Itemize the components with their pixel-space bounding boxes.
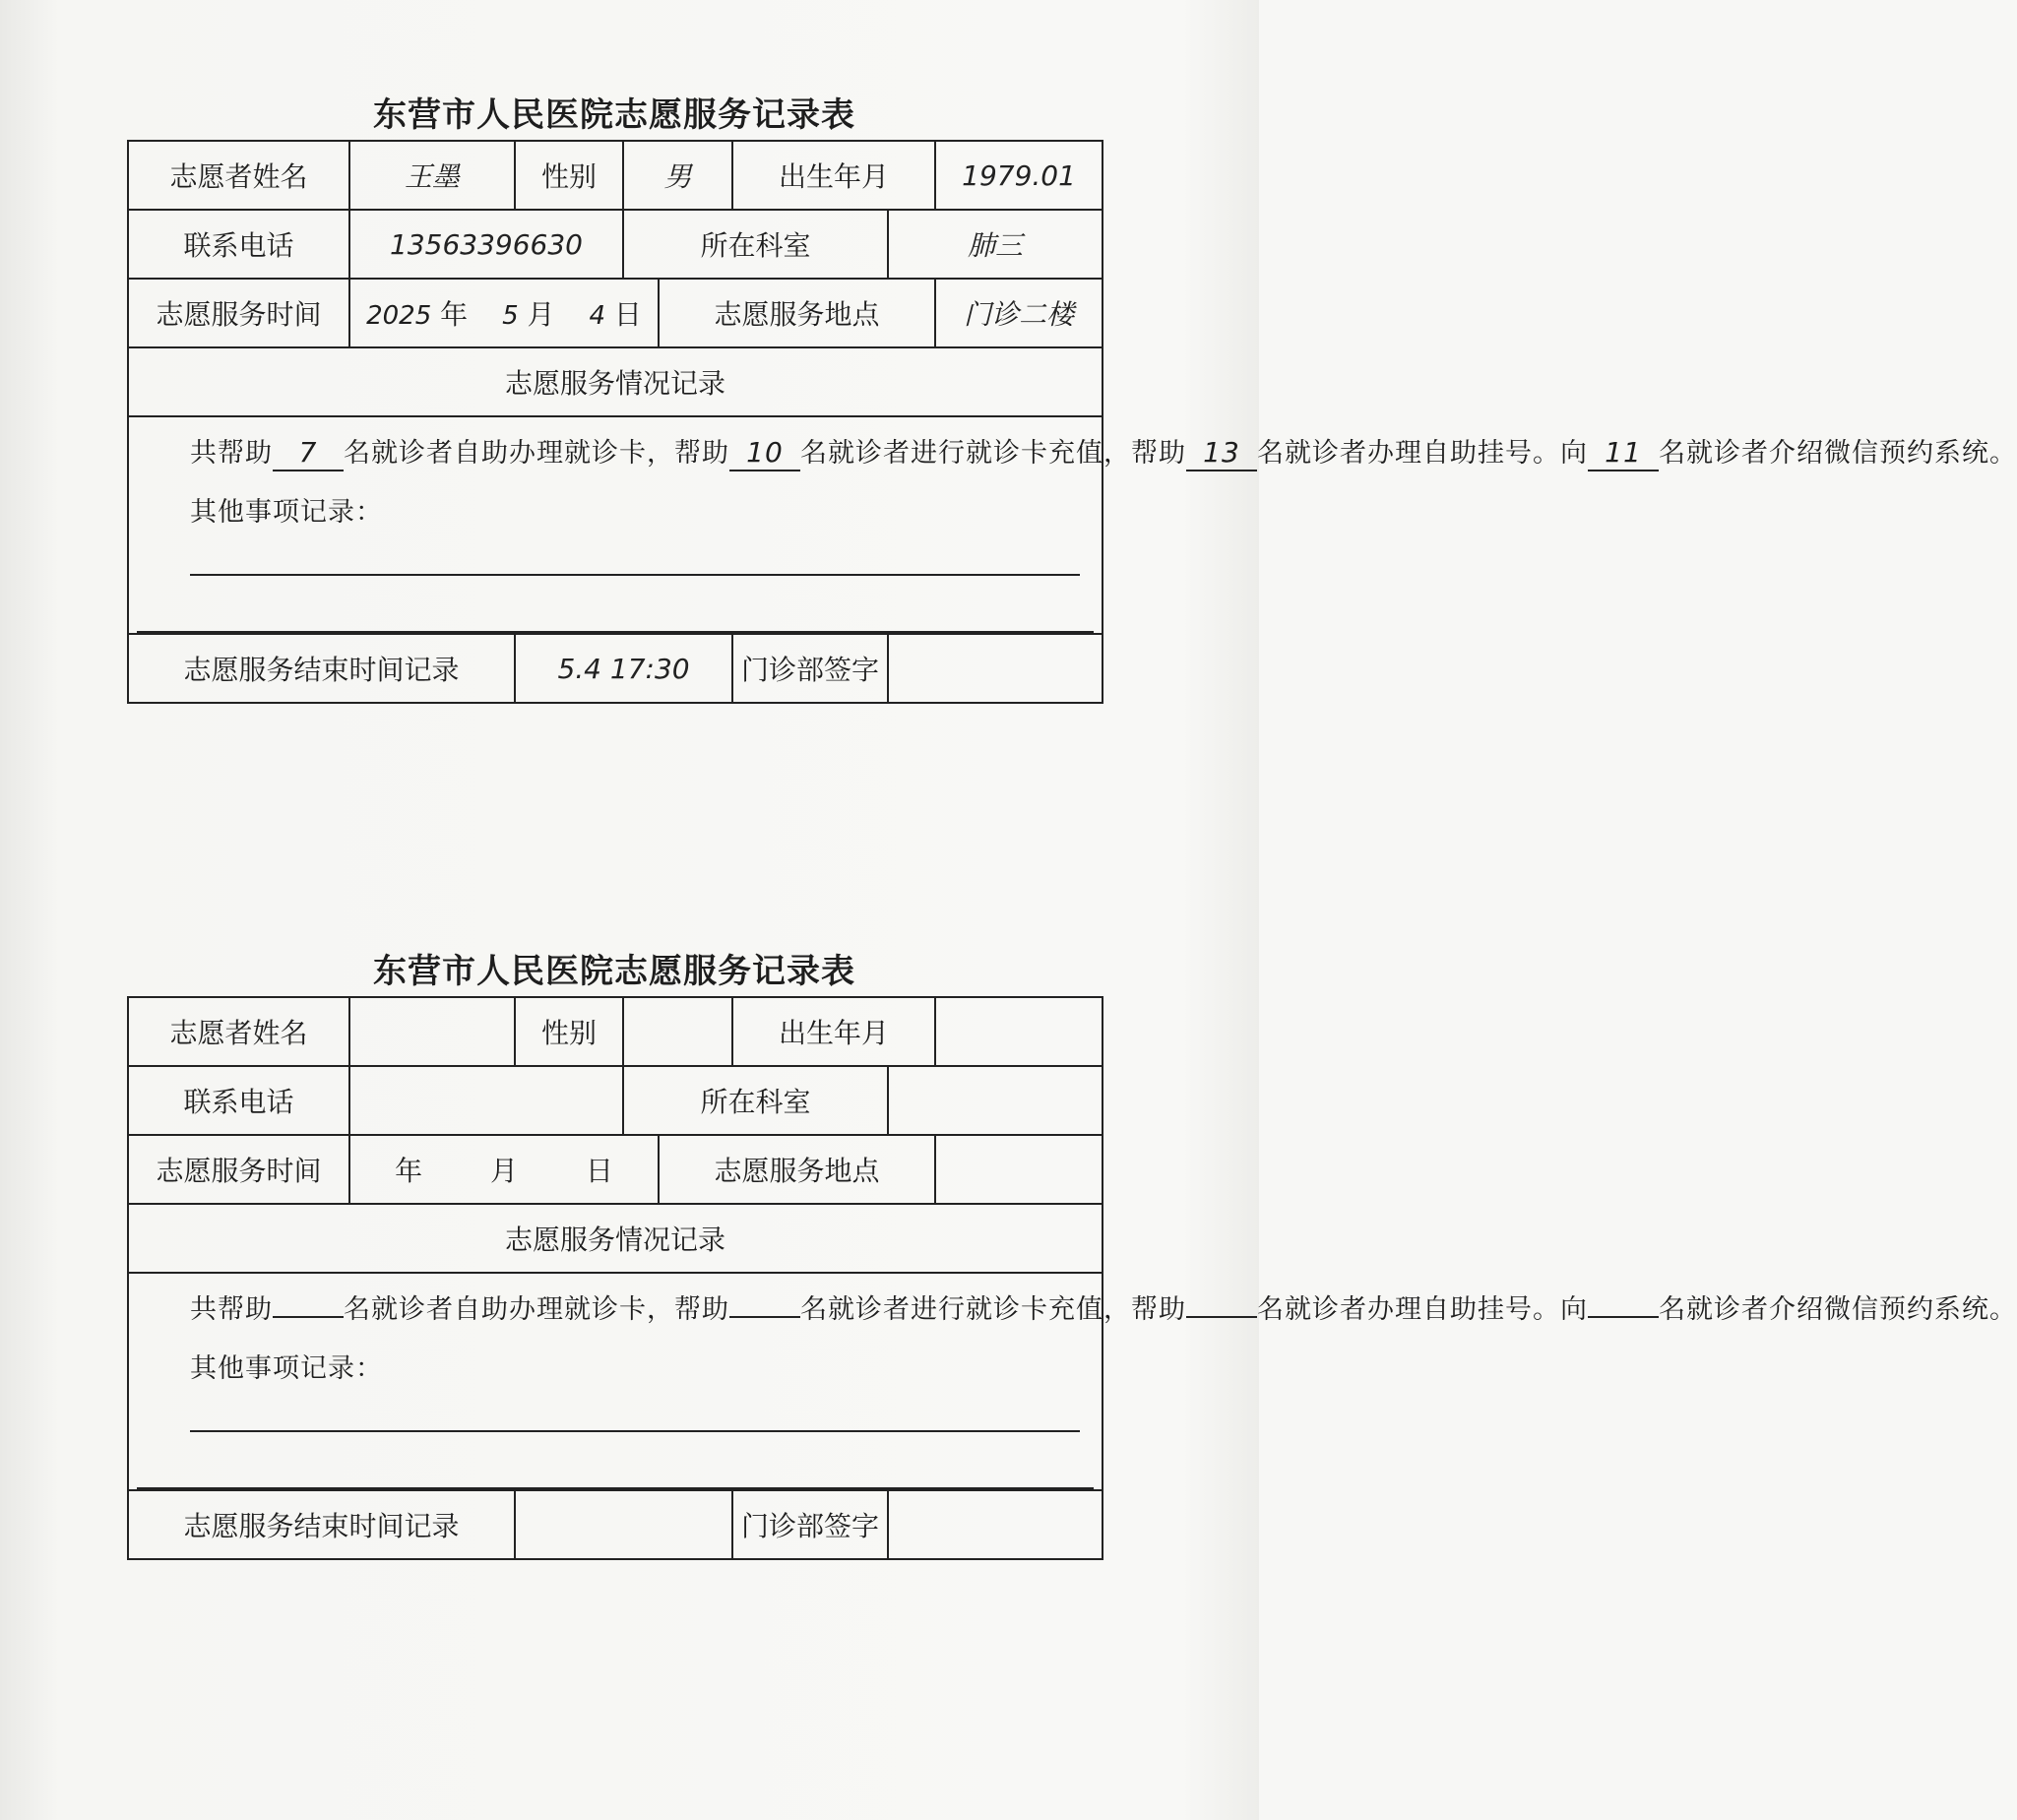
dept-field[interactable] — [888, 1066, 1103, 1135]
register-count-field[interactable]: 13 — [1186, 436, 1257, 471]
row-name — [128, 997, 1103, 1066]
other-notes-line-2[interactable] — [137, 1487, 1094, 1489]
phone-label: 联系电话 — [128, 1066, 349, 1135]
phone-field[interactable] — [349, 1066, 623, 1135]
service-record-body — [128, 1273, 2017, 1490]
register-count-field[interactable] — [1186, 1316, 1257, 1318]
text-segment: 名就诊者自助办理就诊卡，帮助 — [344, 1294, 729, 1325]
end-time-label: 志愿服务结束时间记录 — [128, 1490, 515, 1559]
text-segment: 共帮助 — [190, 438, 273, 469]
recharge-count-field[interactable]: 10 — [729, 436, 800, 471]
service-record-paragraph — [137, 423, 2017, 484]
gender-field[interactable] — [623, 997, 732, 1066]
other-notes-line-2[interactable] — [137, 631, 1094, 633]
service-time-label: 志愿服务时间 — [128, 279, 349, 347]
sign-field[interactable] — [888, 634, 1103, 703]
card-count-field[interactable]: 7 — [273, 436, 344, 471]
birth-field[interactable] — [935, 997, 1103, 1066]
service-date-field[interactable] — [349, 1135, 659, 1204]
form-title: 东营市人民医院志愿服务记录表 — [373, 952, 855, 991]
text-segment: 名就诊者介绍微信预约系统。 — [1659, 438, 2017, 469]
dept-label: 所在科室 — [623, 210, 888, 279]
volunteer-record-form-1 — [127, 91, 2017, 704]
text-segment: 共帮助 — [190, 1294, 273, 1325]
recharge-count-field[interactable] — [729, 1316, 800, 1318]
other-notes-line-1[interactable] — [190, 574, 1080, 576]
service-year: 2025 — [366, 301, 432, 331]
service-day: 4 — [589, 301, 605, 331]
service-time-label: 志愿服务时间 — [128, 1135, 349, 1204]
row-service-time — [128, 279, 1103, 347]
gender-field[interactable]: 男 — [623, 141, 732, 210]
service-record-body — [128, 416, 2017, 634]
section-title: 志愿服务情况记录 — [128, 1204, 1103, 1273]
year-unit: 年 — [440, 298, 469, 331]
gender-label: 性别 — [515, 141, 623, 210]
year-unit: 年 — [395, 1155, 423, 1187]
row-end-time — [128, 1490, 1103, 1559]
card-count-field[interactable] — [273, 1316, 344, 1318]
phone-label: 联系电话 — [128, 210, 349, 279]
day-unit: 日 — [585, 1155, 613, 1187]
text-segment: 名就诊者办理自助挂号。向 — [1257, 438, 1588, 469]
other-notes-label: 其他事项记录： — [190, 497, 383, 528]
sign-field[interactable] — [888, 1490, 1103, 1559]
text-segment: 名就诊者介绍微信预约系统。 — [1659, 1294, 2017, 1325]
end-time-field[interactable]: 5.4 17:30 — [515, 634, 732, 703]
text-segment: 名就诊者自助办理就诊卡，帮助 — [344, 438, 729, 469]
record-table — [127, 140, 2017, 704]
row-body — [128, 416, 1103, 634]
dept-field[interactable]: 肺三 — [888, 210, 1103, 279]
row-section-head — [128, 1204, 1103, 1273]
text-segment: 名就诊者办理自助挂号。向 — [1257, 1294, 1588, 1325]
birth-label: 出生年月 — [732, 997, 935, 1066]
name-field[interactable]: 王墨 — [349, 141, 515, 210]
name-label: 志愿者姓名 — [128, 997, 349, 1066]
section-title: 志愿服务情况记录 — [128, 347, 1103, 416]
day-unit: 日 — [613, 298, 642, 331]
end-time-field[interactable] — [515, 1490, 732, 1559]
service-date-field[interactable] — [349, 279, 659, 347]
text-segment: 名就诊者进行就诊卡充值，帮助 — [800, 1294, 1186, 1325]
dept-label: 所在科室 — [623, 1066, 888, 1135]
location-label: 志愿服务地点 — [659, 1135, 935, 1204]
location-field[interactable] — [935, 1135, 1103, 1204]
row-body — [128, 1273, 1103, 1490]
volunteer-record-form-2 — [127, 947, 2017, 1560]
other-notes-line-1[interactable] — [190, 1430, 1080, 1432]
birth-field[interactable]: 1979.01 — [935, 141, 1103, 210]
row-service-time — [128, 1135, 1103, 1204]
end-time-label: 志愿服务结束时间记录 — [128, 634, 515, 703]
form-title: 东营市人民医院志愿服务记录表 — [373, 95, 855, 135]
service-record-paragraph — [137, 1280, 2017, 1341]
name-field[interactable] — [349, 997, 515, 1066]
month-unit: 月 — [490, 1155, 519, 1187]
wechat-count-field[interactable]: 11 — [1588, 436, 1659, 471]
service-month: 5 — [502, 301, 519, 331]
wechat-count-field[interactable] — [1588, 1316, 1659, 1318]
month-unit: 月 — [527, 298, 555, 331]
name-label: 志愿者姓名 — [128, 141, 349, 210]
birth-label: 出生年月 — [732, 141, 935, 210]
record-table — [127, 996, 2017, 1560]
row-end-time — [128, 634, 1103, 703]
sign-label: 门诊部签字 — [732, 634, 888, 703]
other-notes-label: 其他事项记录： — [190, 1353, 383, 1384]
text-segment: 名就诊者进行就诊卡充值，帮助 — [800, 438, 1186, 469]
row-section-head — [128, 347, 1103, 416]
phone-field[interactable]: 13563396630 — [349, 210, 623, 279]
row-phone — [128, 210, 1103, 279]
location-label: 志愿服务地点 — [659, 279, 935, 347]
location-field[interactable]: 门诊二楼 — [935, 279, 1103, 347]
gender-label: 性别 — [515, 997, 623, 1066]
row-name — [128, 141, 1103, 210]
sign-label: 门诊部签字 — [732, 1490, 888, 1559]
row-phone — [128, 1066, 1103, 1135]
